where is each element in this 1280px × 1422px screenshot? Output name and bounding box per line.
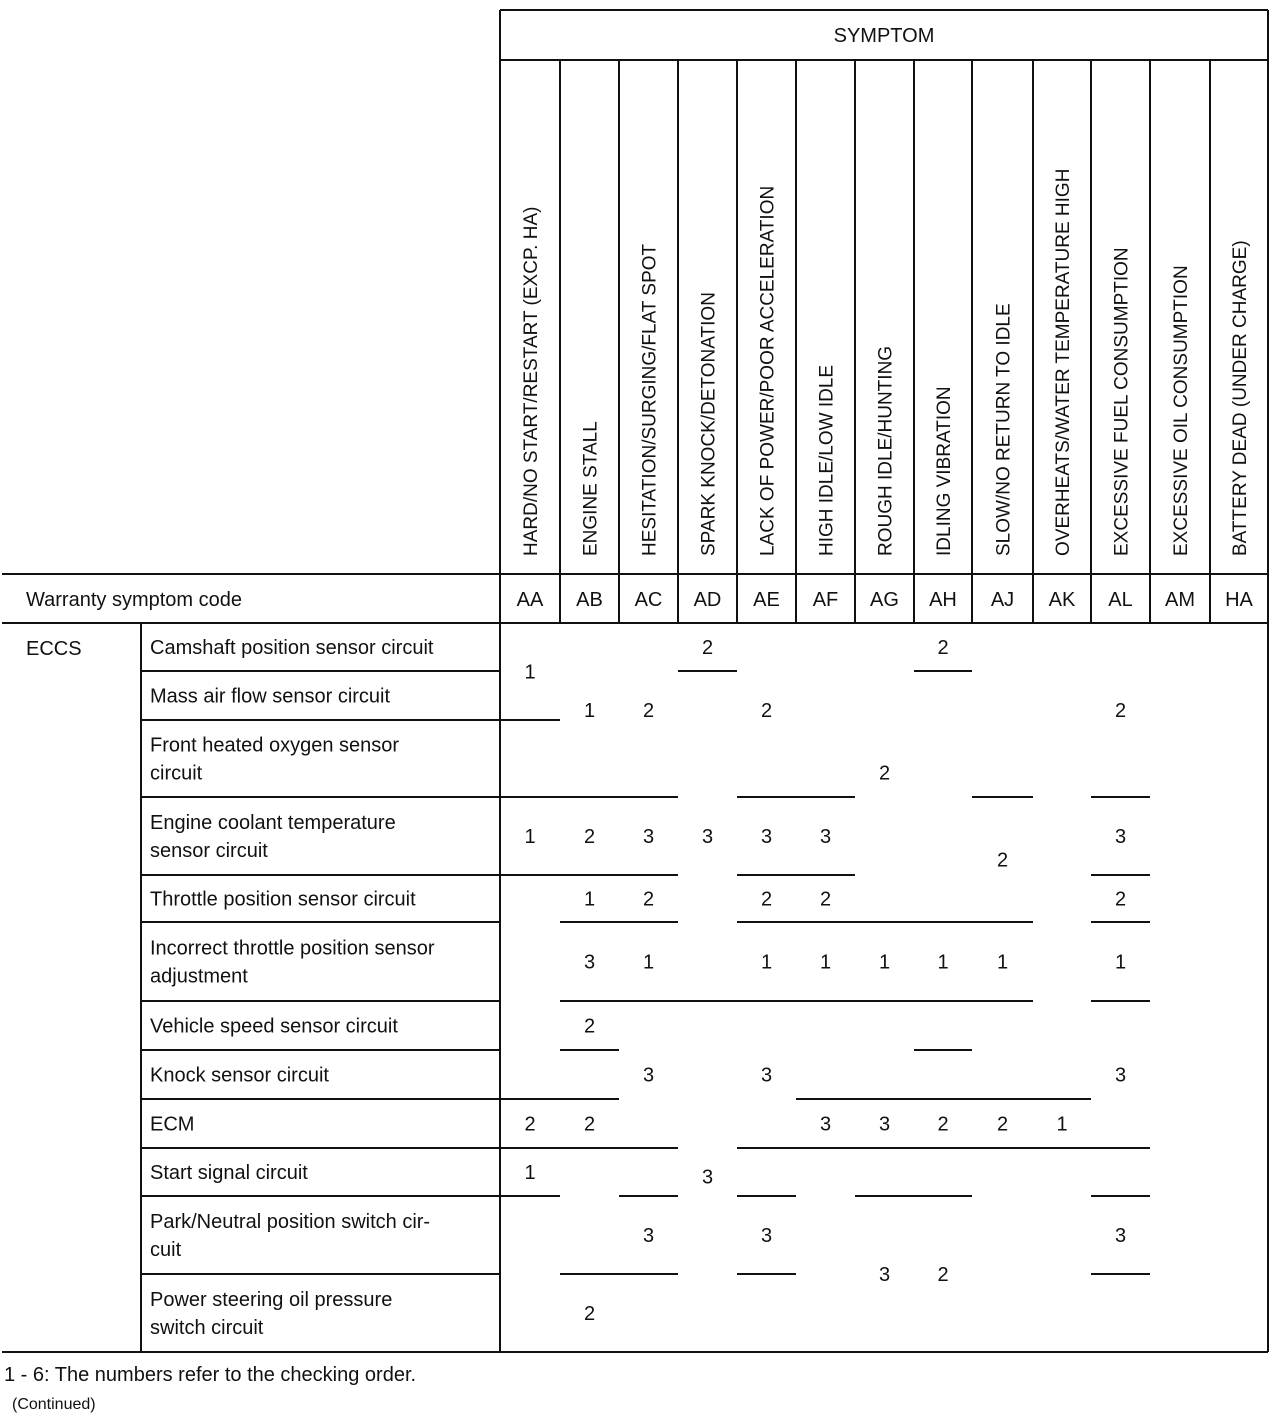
item-label: ECM: [150, 1113, 195, 1136]
checking-order-value: 3: [1114, 1064, 1127, 1087]
item-label: Throttle position sensor circuit: [150, 888, 416, 911]
checking-order-value: 1: [642, 951, 655, 974]
checking-order-value: 2: [583, 1303, 596, 1325]
warranty-code-row: [26, 589, 1254, 611]
continued-note: (Continued): [12, 1396, 96, 1413]
checking-order-value: 2: [937, 1113, 949, 1136]
checking-order-value: 3: [1114, 826, 1127, 848]
checking-order-value: 2: [819, 888, 832, 911]
system-label: ECCS: [26, 638, 82, 660]
item-rows: [26, 637, 435, 1339]
checking-order-value: 1: [937, 951, 949, 974]
checking-order-value: 3: [642, 1225, 655, 1247]
checking-order-value: 1: [996, 951, 1009, 974]
item-label: Engine coolant temperature: [150, 812, 396, 834]
item-label: Knock sensor circuit: [150, 1064, 329, 1087]
item-label: Park/Neutral position switch cir-: [150, 1211, 431, 1233]
checking-order-value: 3: [878, 1113, 891, 1136]
checking-order-value: 3: [701, 1166, 714, 1189]
symptom-label: SPARK KNOCK/DETONATION: [698, 292, 720, 556]
checking-order-value: 1: [583, 888, 596, 911]
item-label: Start signal circuit: [150, 1162, 308, 1184]
symptom-label: HARD/NO START/RESTART (EXCP. HA): [521, 206, 542, 556]
symptom-label: ROUGH IDLE/HUNTING: [875, 345, 897, 556]
checking-order-value: 3: [1114, 1225, 1127, 1247]
table-grid: [2, 10, 1268, 1352]
checking-order-value: 2: [996, 1113, 1009, 1136]
checking-order-value: 3: [583, 951, 596, 974]
symptom-code: AL: [1108, 589, 1133, 611]
item-label: Front heated oxygen sensor: [150, 734, 400, 757]
checking-order-value: 3: [642, 1064, 655, 1087]
checking-order-value: 3: [760, 1225, 773, 1247]
checking-order-value: 1: [583, 700, 596, 722]
symptom-label: IDLING VIBRATION: [934, 386, 955, 556]
checking-order-value: 3: [701, 826, 714, 848]
item-label: Incorrect throttle position sensor: [150, 937, 435, 960]
item-label: Vehicle speed sensor circuit: [150, 1015, 398, 1038]
checking-order-value: 2: [583, 1015, 596, 1038]
checking-order-cells: [524, 637, 1126, 1325]
checking-order-value: 2: [996, 849, 1009, 872]
checking-order-value: 2: [583, 826, 596, 848]
symptom-code: AG: [870, 589, 899, 611]
symptom-label: HIGH IDLE/LOW IDLE: [816, 364, 838, 556]
symptom-code: AK: [1048, 589, 1076, 611]
checking-order-value: 2: [760, 700, 773, 722]
symptom-label: EXCESSIVE OIL CONSUMPTION: [1171, 265, 1192, 556]
checking-order-value: 2: [937, 1264, 949, 1286]
checking-order-value: 2: [878, 762, 891, 785]
item-label: circuit: [150, 762, 203, 785]
symptom-code: HA: [1225, 589, 1253, 611]
checking-order-value: 2: [524, 1113, 536, 1136]
checking-order-value: 1: [760, 951, 773, 974]
checking-order-value: 3: [878, 1264, 891, 1286]
checking-order-value: 1: [878, 951, 891, 974]
symptom-header: [521, 25, 1251, 556]
checking-order-value: 2: [760, 888, 773, 911]
symptom-label: ENGINE STALL: [580, 421, 602, 556]
symptom-label: OVERHEATS/WATER TEMPERATURE HIGH: [1053, 168, 1074, 556]
checking-order-value: 2: [1114, 888, 1127, 911]
symptom-code: AF: [812, 589, 839, 611]
checking-order-value: 2: [1114, 700, 1127, 722]
checking-order-value: 2: [583, 1113, 596, 1136]
item-label: cuit: [150, 1239, 182, 1261]
checking-order-value: 1: [1114, 951, 1127, 974]
footnote: 1 - 6: The numbers refer to the checking order.: [4, 1364, 417, 1386]
symptom-code: AH: [929, 589, 957, 611]
checking-order-value: 1: [819, 951, 832, 974]
checking-order-value: 3: [819, 826, 832, 848]
symptom-code: AC: [634, 589, 663, 611]
checking-order-value: 1: [524, 661, 536, 684]
item-label: adjustment: [150, 965, 248, 988]
symptom-code: AD: [693, 589, 722, 611]
symptom-label: LACK OF POWER/POOR ACCELERATION: [757, 185, 779, 556]
symptom-label: BATTERY DEAD (UNDER CHARGE): [1230, 240, 1251, 556]
symptom-code: AE: [753, 589, 780, 611]
checking-order-value: 2: [937, 637, 949, 659]
symptom-label: SLOW/NO RETURN TO IDLE: [993, 303, 1015, 556]
symptom-code: AJ: [990, 589, 1015, 611]
symptom-code: AM: [1165, 589, 1195, 611]
checking-order-value: 3: [819, 1113, 832, 1136]
item-label: sensor circuit: [150, 840, 268, 862]
symptom-label: HESITATION/SURGING/FLAT SPOT: [639, 243, 661, 556]
checking-order-value: 1: [524, 826, 536, 848]
checking-order-value: 3: [760, 1064, 773, 1087]
checking-order-value: 2: [642, 700, 655, 722]
checking-order-value: 2: [642, 888, 655, 911]
symptom-code: AA: [516, 589, 544, 611]
symptom-group-title: SYMPTOM: [833, 25, 935, 47]
checking-order-value: 3: [642, 826, 655, 848]
warranty-code-label: Warranty symptom code: [26, 589, 242, 611]
checking-order-value: 1: [524, 1162, 536, 1184]
checking-order-value: 2: [701, 637, 714, 659]
checking-order-value: 3: [760, 826, 773, 848]
symptom-label: EXCESSIVE FUEL CONSUMPTION: [1111, 247, 1133, 556]
item-label: Power steering oil pressure: [150, 1289, 393, 1311]
item-label: Camshaft position sensor circuit: [150, 637, 434, 659]
item-label: Mass air flow sensor circuit: [150, 685, 391, 708]
item-label: switch circuit: [150, 1317, 264, 1339]
checking-order-value: 1: [1056, 1113, 1068, 1136]
symptom-code: AB: [576, 589, 603, 611]
